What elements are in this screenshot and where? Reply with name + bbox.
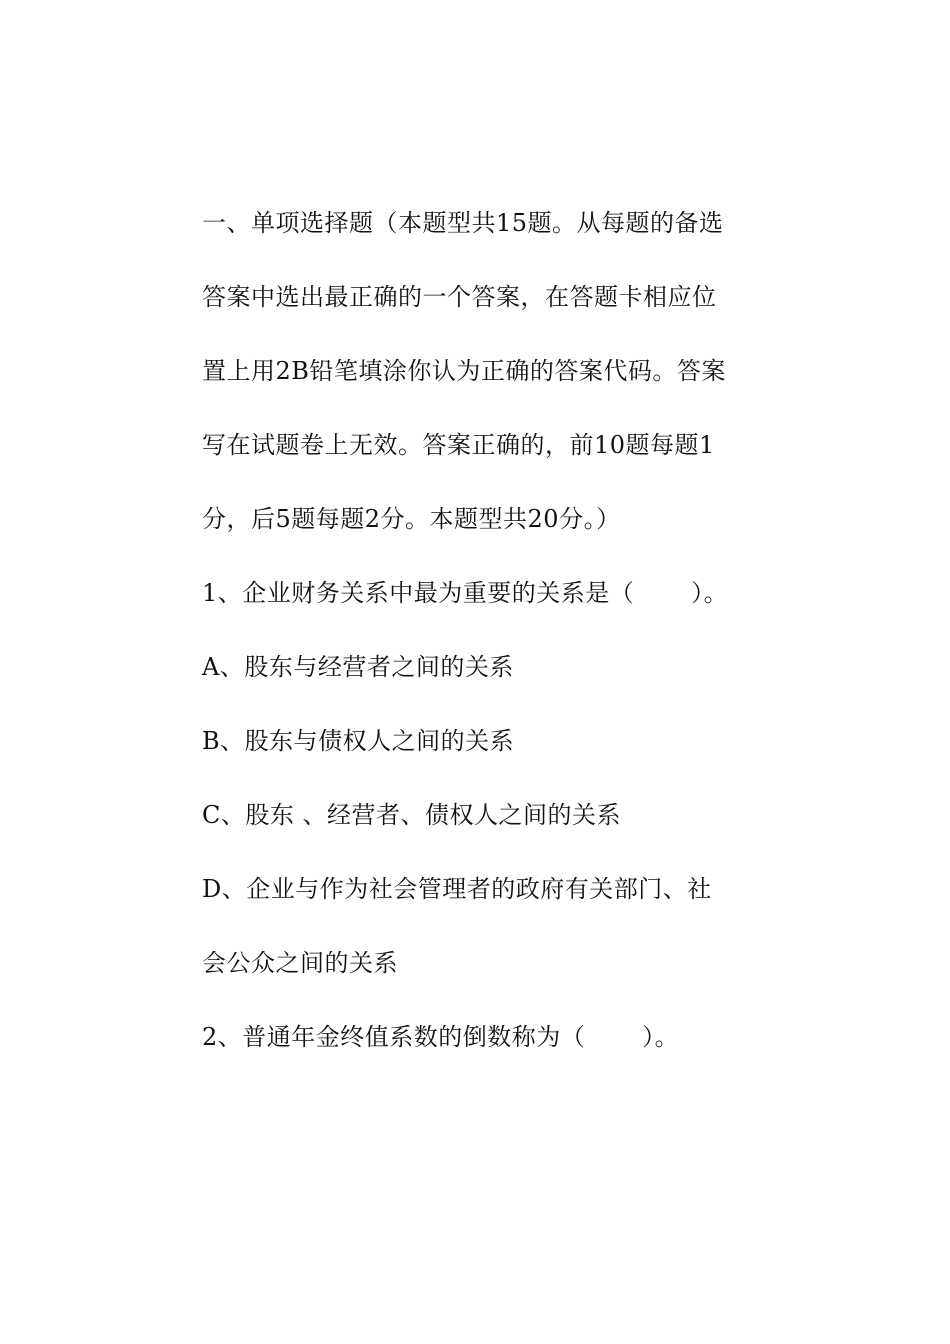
section-line-1: 一、单项选择题（本题型共15题。从每题的备选 — [202, 209, 724, 237]
question-1-option-c: C、股东 、经营者、债权人之间的关系 — [202, 801, 621, 829]
section-line-2: 答案中选出最正确的一个答案，在答题卡相应位 — [202, 283, 717, 311]
question-2 — [202, 1000, 762, 1074]
section-instructions — [202, 186, 762, 556]
question-1-stem: 1、企业财务关系中最为重要的关系是（ ）。 — [202, 579, 729, 607]
question-1-option-d-line-1: D、企业与作为社会管理者的政府有关部门、社 — [202, 875, 712, 903]
document-content — [202, 186, 762, 1074]
question-1 — [202, 556, 762, 1000]
question-1-option-b: B、股东与债权人之间的关系 — [202, 727, 515, 755]
section-line-4: 写在试题卷上无效。答案正确的，前10题每题1 — [202, 431, 715, 459]
section-line-5: 分，后5题每题2分。本题型共20分。） — [202, 505, 621, 533]
question-2-stem: 2、普通年金终值系数的倒数称为（ ）。 — [202, 1023, 680, 1051]
question-1-option-d-line-2: 会公众之间的关系 — [202, 949, 398, 977]
question-1-option-a: A、股东与经营者之间的关系 — [202, 653, 514, 681]
section-line-3: 置上用2B铅笔填涂你认为正确的答案代码。答案 — [202, 357, 726, 385]
